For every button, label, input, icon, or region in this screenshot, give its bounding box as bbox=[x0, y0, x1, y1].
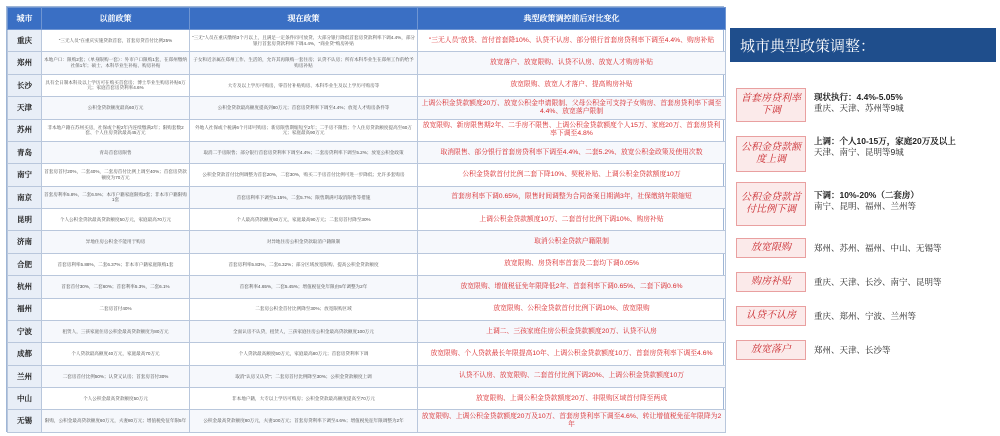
table-row bbox=[8, 141, 726, 163]
policy-desc-line: 郑州、天津、长沙等 bbox=[814, 345, 891, 355]
side-item bbox=[730, 134, 996, 174]
table-row bbox=[8, 164, 726, 186]
old-policy-cell: 具有全日制本科及以上学历可在购买首套房；博士毕业生购房补贴6万元；家庭首套房贷利率4.6% bbox=[42, 74, 190, 96]
city-cell: 重庆 bbox=[8, 30, 42, 52]
policy-tag: 放宽限购 bbox=[736, 238, 806, 258]
old-policy-cell: 二套房首付比例50%；认贷又认房；首套房首付30% bbox=[42, 365, 190, 387]
policy-desc bbox=[814, 190, 996, 212]
table-row bbox=[8, 97, 726, 119]
city-cell: 兰州 bbox=[8, 365, 42, 387]
city-cell: 合肥 bbox=[8, 253, 42, 275]
table-row bbox=[8, 343, 726, 365]
new-policy-cell: 对异地住房公积金贷款取消户籍限制 bbox=[190, 231, 418, 253]
old-policy-cell: 异地住房公积金不能用于购房 bbox=[42, 231, 190, 253]
table-row bbox=[8, 388, 726, 410]
change-cell: 认贷不认房、放宽限购、二套首付比例下调20%、上调公积金贷款额度10万 bbox=[418, 365, 726, 387]
policy-tag: 放宽落户 bbox=[736, 340, 806, 360]
old-policy-cell: 首套首付30%，二套60%；首套利率5.3%，二套6.1% bbox=[42, 276, 190, 298]
policy-desc-line: 重庆、天津、长沙、南宁、昆明等 bbox=[814, 277, 942, 287]
city-cell: 南京 bbox=[8, 186, 42, 208]
old-policy-cell: 租赁人，三孩家庭住房公积金最高贷款额度为80万元 bbox=[42, 320, 190, 342]
new-policy-cell: 二套房公积金首付比例降至30%；放宽限购区域 bbox=[190, 298, 418, 320]
policy-desc bbox=[814, 136, 996, 158]
table-row bbox=[8, 209, 726, 231]
new-policy-cell: 子女和近亲属在郑州工作、生活的，允许其再限购一套住房；认贷不认房；所有本科毕业生在郑州工作的给予购房补贴 bbox=[190, 52, 418, 74]
city-cell: 苏州 bbox=[8, 119, 42, 141]
change-cell: 放宽限购、上调公积金贷款额度20万、非限购区域首付降至两成 bbox=[418, 388, 726, 410]
policy-table-container bbox=[6, 6, 724, 432]
city-cell: 青岛 bbox=[8, 141, 42, 163]
policy-desc-line: 南宁、昆明、福州、兰州等 bbox=[814, 201, 917, 211]
city-cell: 中山 bbox=[8, 388, 42, 410]
change-cell: 上调公积金贷款额度10万、二套首付比例下调10%、购房补贴 bbox=[418, 209, 726, 231]
old-policy-cell: 本地户口：限购2套；（单身限购一套）：外市户口限购1套，在郑州缴纳社保1年；硕士、本科毕业生补贴、购房补贴 bbox=[42, 52, 190, 74]
new-policy-cell: 公积金最高贷款额度80万元，夫妻100万元；首套房贷利率下调至4.6%；增值税免征年限调整为2年 bbox=[190, 410, 418, 432]
policy-desc-line: 上调：个人10-15万，家庭20万及以上 bbox=[814, 136, 956, 146]
policy-tag: 首套房贷利率下调 bbox=[736, 88, 806, 122]
old-policy-cell: 首套房首付20%，二套40%，二套房首付比例上调至40%；首套房贷款额度为70万元 bbox=[42, 164, 190, 186]
new-policy-cell: 取消二手房限售；部分银行首套房贷利率下调至4.4%；二套房贷利率下调至5.2%；放宽公积金政策 bbox=[190, 141, 418, 163]
change-cell: 放宽限购、公积金贷款首付比例下调10%、放宽限购 bbox=[418, 298, 726, 320]
old-policy-cell: 个人公积金最高贷款额度50万元 bbox=[42, 388, 190, 410]
side-item bbox=[730, 88, 996, 124]
old-policy-cell: 个人贷款最高额度40万元，家庭最高70万元 bbox=[42, 343, 190, 365]
policy-desc bbox=[814, 92, 996, 114]
change-cell: 放宽限购、增值税征免年限降低2年、首套利率下调0.65%、二套下调0.6% bbox=[418, 276, 726, 298]
new-policy-cell: 非本地户籍，大专以上学历可购房；公积金贷款最高额度提高至70万元 bbox=[190, 388, 418, 410]
change-cell: 取消公积金贷款户籍限制 bbox=[418, 231, 726, 253]
table-row bbox=[8, 52, 726, 74]
new-policy-cell: 个人贷款最高额度50万元，家庭最高80万元；首套房贷利率下调 bbox=[190, 343, 418, 365]
change-cell: 上调公积金贷款额度20万、放宽公积金申请限制、父母公积金可支持子女购房、首套房贷利率下调至4.4%、放宽落户限制 bbox=[418, 97, 726, 119]
side-panel-title: 城市典型政策调整： bbox=[730, 28, 996, 62]
table-row bbox=[8, 298, 726, 320]
change-cell: 公积金贷款首付比例二套下降10%、契税补贴、上调公积金贷款额度10万 bbox=[418, 164, 726, 186]
city-cell: 济南 bbox=[8, 231, 42, 253]
table-row bbox=[8, 186, 726, 208]
table-row bbox=[8, 410, 726, 432]
change-cell: 放宽限购、房贷利率首套及二套均下调0.05% bbox=[418, 253, 726, 275]
policy-desc-line: 重庆、天津、苏州等9城 bbox=[814, 103, 904, 113]
new-policy-cell: 全面认房不认贷，租赁人，三孩家庭住房公积金最高贷款额度100万元 bbox=[190, 320, 418, 342]
old-policy-cell: 首套房利率5.8%，二套6.5%；本市户籍家庭限购2套；非本市户籍限购1套 bbox=[42, 186, 190, 208]
policy-tag: 公积金贷款额度上调 bbox=[736, 136, 806, 172]
city-cell: 福州 bbox=[8, 298, 42, 320]
policy-desc-line: 下调：10%-20%（二套房） bbox=[814, 190, 919, 200]
change-cell: "三无人员"放贷、首付首套降10%、认贷不认房、部分银行首套房贷利率下调至4.4%、购房补贴 bbox=[418, 30, 726, 52]
table-row bbox=[8, 320, 726, 342]
table-row bbox=[8, 231, 726, 253]
side-panel bbox=[730, 28, 996, 428]
change-cell: 首套房利率下调0.65%，限售时间调整为合同备案日期满3年，社保缴纳年限缩短 bbox=[418, 186, 726, 208]
old-policy-cell: 限购，公积金最高贷款额度60万元，夫妻80万元；增值税免征年限5年 bbox=[42, 410, 190, 432]
policy-desc-line: 天津、南宁、昆明等9城 bbox=[814, 147, 904, 157]
table-row bbox=[8, 253, 726, 275]
policy-desc-line: 重庆、郑州、宁波、兰州等 bbox=[814, 311, 917, 321]
old-policy-cell: 青岛首套房限售 bbox=[42, 141, 190, 163]
side-item bbox=[730, 340, 996, 362]
city-cell: 宁波 bbox=[8, 320, 42, 342]
side-item bbox=[730, 182, 996, 226]
new-policy-cell: 首套利率4.65%，二套5.45%；增值税征免年限由5年调整为2年 bbox=[190, 276, 418, 298]
new-policy-cell: 公积金贷款最高额度提高到80万元；首套房贷利率下调至4.4%；放宽人才购房条件等 bbox=[190, 97, 418, 119]
policy-tag: 公积金贷款首付比例下调 bbox=[736, 182, 806, 226]
change-cell: 放宽限购、个人贷款最长年限提高10年、上调公积金贷款额度10万、首套房贷利率下调至4.6% bbox=[418, 343, 726, 365]
new-policy-cell: 个人最高贷款额度60万元，家庭最高90万元；二套房首付降至30% bbox=[190, 209, 418, 231]
old-policy-cell: 个人公积金贷款最高贷款额度50万元，家庭最高70万元 bbox=[42, 209, 190, 231]
table-header-row bbox=[8, 8, 726, 30]
city-cell: 昆明 bbox=[8, 209, 42, 231]
table-row bbox=[8, 276, 726, 298]
policy-tag: 购房补贴 bbox=[736, 272, 806, 292]
change-cell: 放宽限购、放宽人才落户、提高购房补贴 bbox=[418, 74, 726, 96]
policy-table bbox=[7, 7, 726, 433]
new-policy-cell: "三无"人员在重庆缴纳3个月以上，且满足一定条件同可放贷、大部分银行降低首套房贷款利率下调4.4%，部分银行首套房贷款利率下调4.4%，"商业贷"购房补贴 bbox=[190, 30, 418, 52]
side-item bbox=[730, 306, 996, 328]
city-cell: 成都 bbox=[8, 343, 42, 365]
change-cell: 放宽限购、上调公积金贷款额度20万及10万、首套房贷利率下调至4.6%、转让增值税免征年限降为2年 bbox=[418, 410, 726, 432]
change-cell: 取消限售、部分银行首套房贷利率下调至4.4%、二套5.2%、放宽公积金政策及使用次数 bbox=[418, 141, 726, 163]
table-row bbox=[8, 30, 726, 52]
side-item bbox=[730, 272, 996, 294]
city-cell: 郑州 bbox=[8, 52, 42, 74]
table-row bbox=[8, 119, 726, 141]
city-cell: 南宁 bbox=[8, 164, 42, 186]
policy-tag: 认贷不认房 bbox=[736, 306, 806, 326]
new-policy-cell: 大专及以上学历可购房，零首付补贴购房、本科毕业生及以上学历可购房等 bbox=[190, 74, 418, 96]
city-cell: 杭州 bbox=[8, 276, 42, 298]
new-policy-cell: 外地人社保或个税满6个月即可购房；新房限售期缩短至2年；二手房不限售；个人住房贷款额度提高至60万元；家庭最高90万元 bbox=[190, 119, 418, 141]
new-policy-cell: 首套房利率5.83%，二套6.32%；部分区域放宽限购、提高公积金贷款额度 bbox=[190, 253, 418, 275]
old-policy-cell: 首套房利率5.88%，二套6.37%；非本市户籍家庭限购1套 bbox=[42, 253, 190, 275]
city-cell: 天津 bbox=[8, 97, 42, 119]
policy-desc-line: 郑州、苏州、福州、中山、无锡等 bbox=[814, 243, 942, 253]
policy-desc-line: 现状执行：4.4%-5.05% bbox=[814, 92, 903, 102]
header-city: 城市 bbox=[8, 8, 42, 30]
side-item bbox=[730, 238, 996, 260]
header-old-policy: 以前政策 bbox=[42, 8, 190, 30]
old-policy-cell: 公积金贷款额度最高60万元 bbox=[42, 97, 190, 119]
old-policy-cell: 二套房首付40% bbox=[42, 298, 190, 320]
change-cell: 放宽落户、放宽限购、认贷不认房、放宽人才购房补贴 bbox=[418, 52, 726, 74]
city-cell: 无锡 bbox=[8, 410, 42, 432]
table-row bbox=[8, 365, 726, 387]
table-row bbox=[8, 74, 726, 96]
old-policy-cell: 非本地户籍在苏州买房，社保或个税2年内连续缴满2年；限购套数2套、个人住房贷款最高45万元 bbox=[42, 119, 190, 141]
new-policy-cell: 公积金贷款首付比例调整为首套20%，二套30%，购买二手房首付比例可进一步降低；允许多套购房 bbox=[190, 164, 418, 186]
change-cell: 上调二、三孩家庭住房公积金贷款额度20万、认贷不认房 bbox=[418, 320, 726, 342]
new-policy-cell: 首套房利率下调至5.15%，二套5.7%；限售期满可取消限售等措施 bbox=[190, 186, 418, 208]
header-new-policy: 现在政策 bbox=[190, 8, 418, 30]
header-change: 典型政策调控前后对比变化 bbox=[418, 8, 726, 30]
city-cell: 长沙 bbox=[8, 74, 42, 96]
new-policy-cell: 取消"认房又认贷"；二套房首付比例降至30%；公积金贷款额度上调 bbox=[190, 365, 418, 387]
change-cell: 放宽限购、新房限售期2年、二手房不限售、上调公积金贷款额度个人15万、家庭20万、首套房贷利率下调至4.8% bbox=[418, 119, 726, 141]
old-policy-cell: "三无人员"在重庆实施贷款首套，首套房贷首付比例25% bbox=[42, 30, 190, 52]
